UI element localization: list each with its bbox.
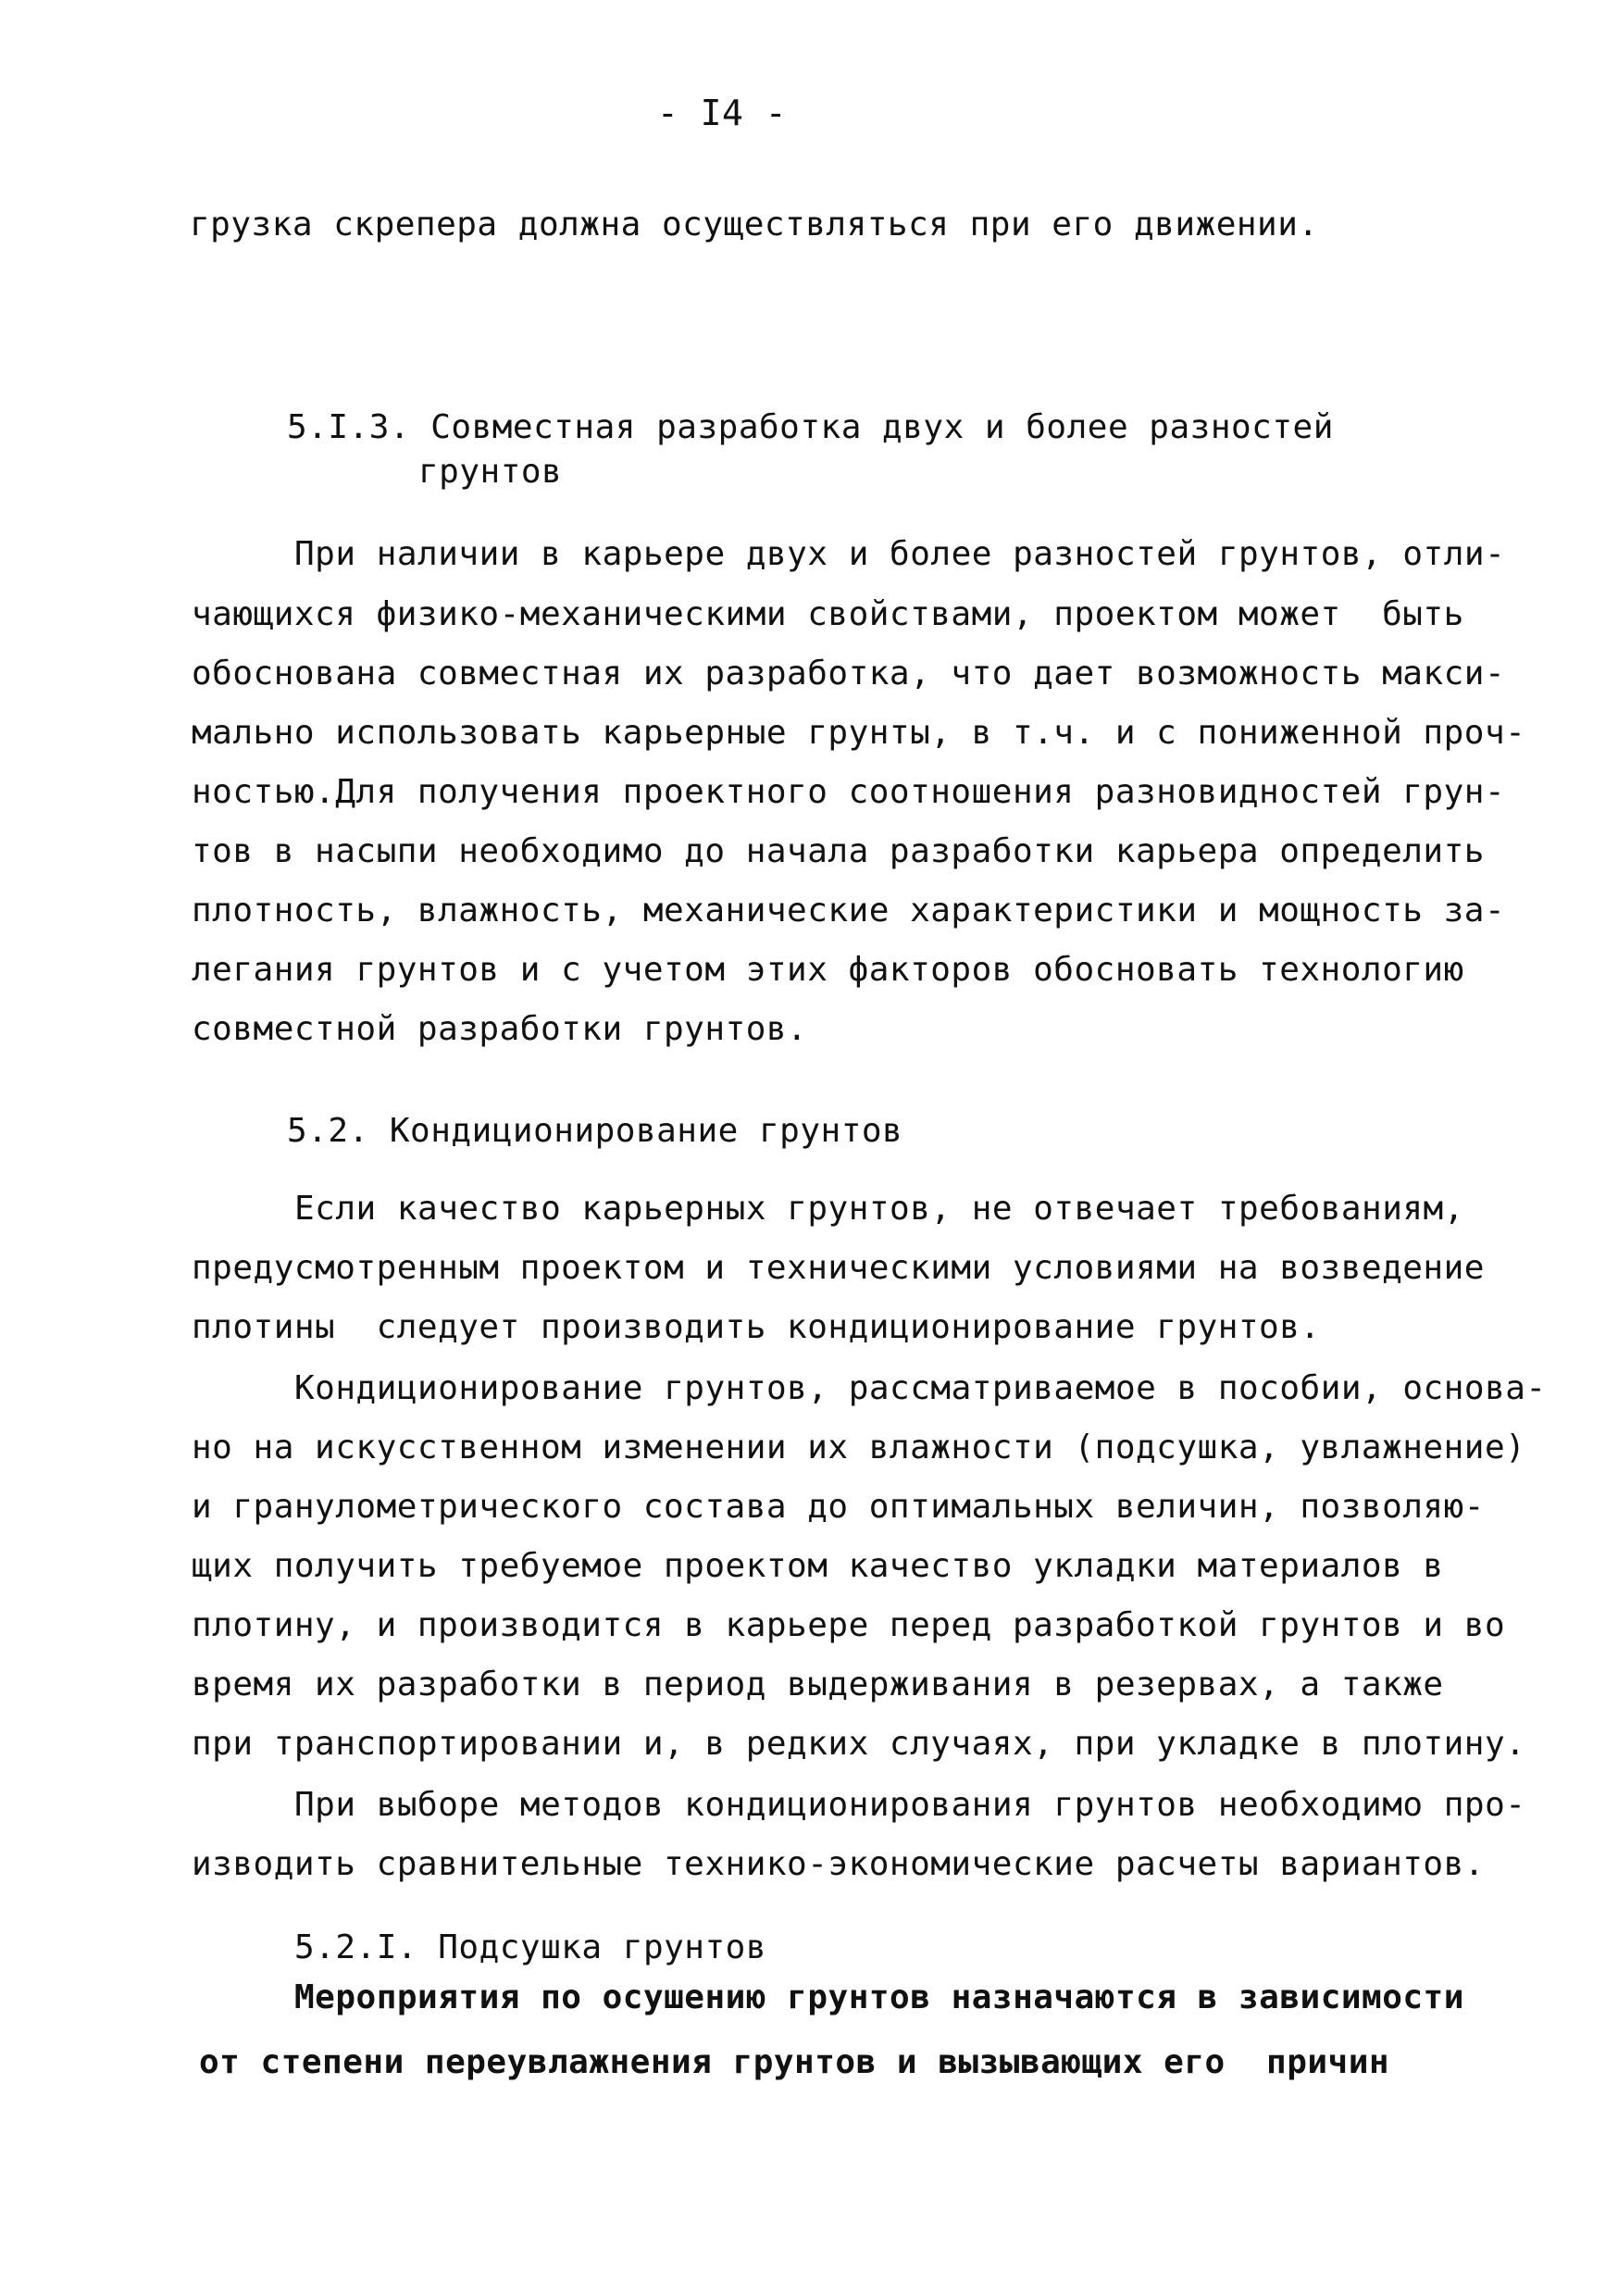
text-line: При выборе методов кондиционирования грунтов необходимо про- xyxy=(294,1786,1526,1824)
text-line: изводить сравнительные технико-экономические расчеты вариантов. xyxy=(192,1845,1485,1883)
section-heading-continuation: грунтов xyxy=(418,453,563,491)
section-heading: 5.2.I. Подсушка грунтов xyxy=(294,1928,766,1966)
section-heading: 5.2. Кондиционирование грунтов xyxy=(287,1112,903,1150)
text-line: плотины следует производить кондиционирование грунтов. xyxy=(192,1308,1321,1346)
text-line: плотность, влажность, механические характеристики и мощность за- xyxy=(192,892,1506,930)
text-line: мально использовать карьерные грунты, в т.ч. и с пониженной проч- xyxy=(192,714,1526,752)
text-line: плотину, и производится в карьере перед разработкой грунтов и во xyxy=(192,1606,1506,1644)
section-heading: 5.I.3. Совместная разработка двух и более разностей xyxy=(287,408,1334,446)
text-line: При наличии в карьере двух и более разностей грунтов, отли- xyxy=(294,535,1506,573)
text-line: Мероприятия по осушению грунтов назначаются в зависимости xyxy=(294,1978,1464,2016)
text-line: и гранулометрического состава до оптимальных величин, позволяю- xyxy=(192,1488,1485,1526)
text-line: Кондиционирование грунтов, рассматриваемое в пособии, основа- xyxy=(294,1369,1547,1407)
text-line: обоснована совместная их разработка, что дает возможность макси- xyxy=(192,655,1506,693)
text-line: но на искусственном изменении их влажности (подсушка, увлажнение) xyxy=(192,1429,1526,1466)
text-line: совместной разработки грунтов. xyxy=(192,1010,808,1048)
text-line: легания грунтов и с учетом этих факторов обосновать технологию xyxy=(192,951,1464,989)
text-line: время их разработки в период выдерживания в резервах, а также xyxy=(192,1666,1444,1703)
text-line: при транспортировании и, в редких случаях, при укладке в плотину. xyxy=(192,1725,1526,1763)
text-line: грузка скрепера должна осуществляться при его движении. xyxy=(190,206,1319,243)
text-line: Если качество карьерных грунтов, не отвечает требованиям, xyxy=(294,1190,1464,1228)
text-line: тов в насыпи необходимо до начала разработки карьера определить xyxy=(192,832,1485,870)
text-line: чающихся физико-механическими свойствами, проектом может быть xyxy=(192,595,1464,633)
page-number: - I4 - xyxy=(656,93,788,133)
text-line: щих получить требуемое проектом качество укладки материалов в xyxy=(192,1547,1444,1585)
text-line: ностью.Для получения проектного соотношения разновидностей грун- xyxy=(192,773,1506,811)
text-line: предусмотренным проектом и техническими условиями на возведение xyxy=(192,1249,1485,1287)
text-line: от степени переувлажнения грунтов и вызывающих его причин xyxy=(199,2043,1390,2081)
